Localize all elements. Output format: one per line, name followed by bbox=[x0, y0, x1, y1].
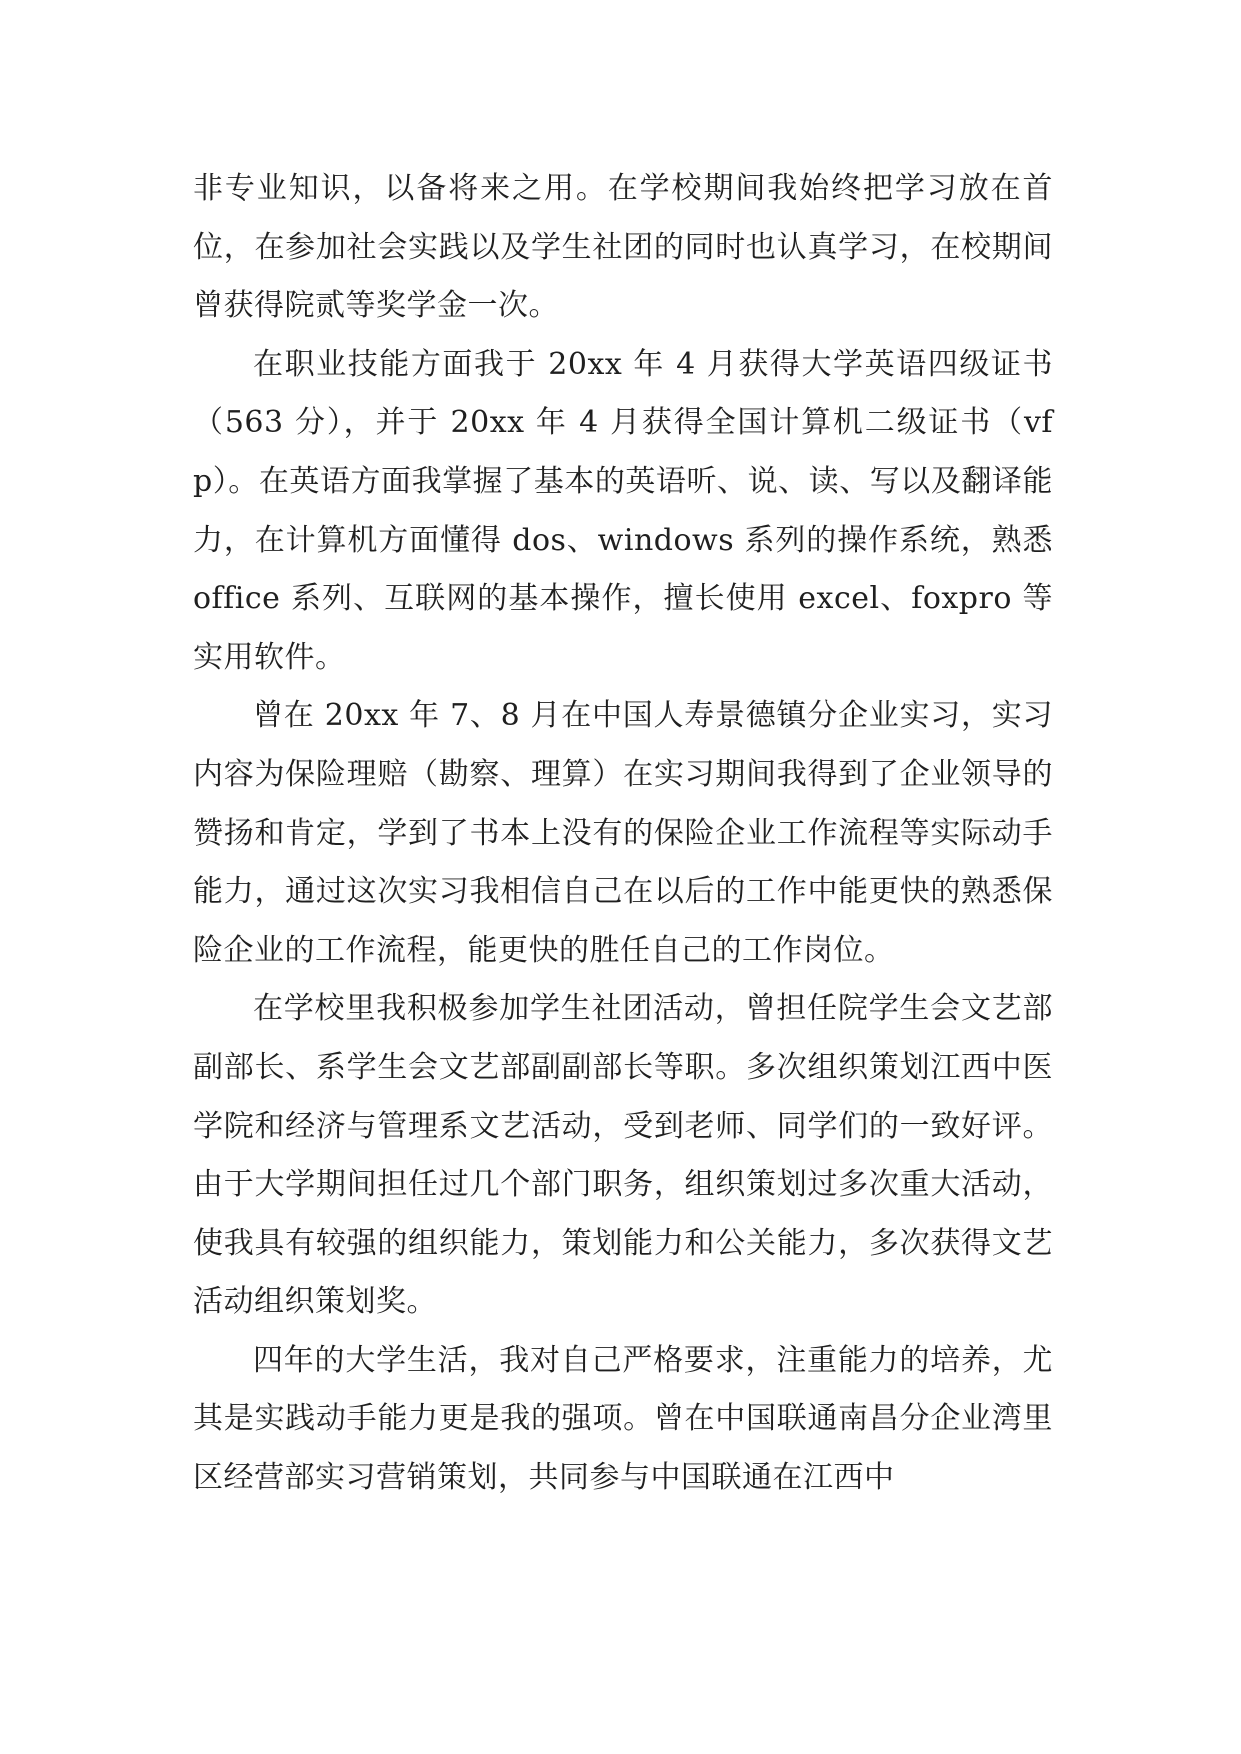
paragraph-5: 四年的大学生活，我对自己严格要求，注重能力的培养，尤其是实践动手能力更是我的强项。曾在中国联通南昌分企业湾里区经营部实习营销策划，共同参与中国联通在江西中 bbox=[193, 1342, 1053, 1496]
paragraph-1: 非专业知识，以备将来之用。在学校期间我始终把学习放在首位，在参加社会实践以及学生社团的同时也认真学习，在校期间曾获得院贰等奖学金一次。 bbox=[193, 171, 1053, 324]
paragraph-3: 曾在 20xx 年 7、8 月在中国人寿景德镇分企业实习，实习内容为保险理赔（勘察、理算）在实习期间我得到了企业领导的赞扬和肯定，学到了书本上没有的保险企业工作流程等实际动手能力，通过这次实习我相信自己在以后的工作中能更快的熟悉保险企业的工作流程，能更快的胜任自己的工作岗位。 bbox=[193, 698, 1053, 968]
document-body bbox=[193, 160, 1053, 1508]
paragraph-4: 在学校里我积极参加学生社团活动，曾担任院学生会文艺部副部长、系学生会文艺部副副部长等职。多次组织策划江西中医学院和经济与管理系文艺活动，受到老师、同学们的一致好评。由于大学期间担任过几个部门职务，组织策划过多次重大活动，使我具有较强的组织能力，策划能力和公关能力，多次获得文艺活动组织策划奖。 bbox=[193, 991, 1053, 1320]
paragraph-2: 在职业技能方面我于 20xx 年 4 月获得大学英语四级证书（563 分），并于 20xx 年 4 月获得全国计算机二级证书（vfp）。在英语方面我掌握了基本的英语听、说、读、写以及翻译能力，在计算机方面懂得 dos、windows 系列的操作系统，熟悉 office 系列、互联网的基本操作，擅长使用 excel、foxpro 等实用软件。 bbox=[193, 346, 1053, 675]
